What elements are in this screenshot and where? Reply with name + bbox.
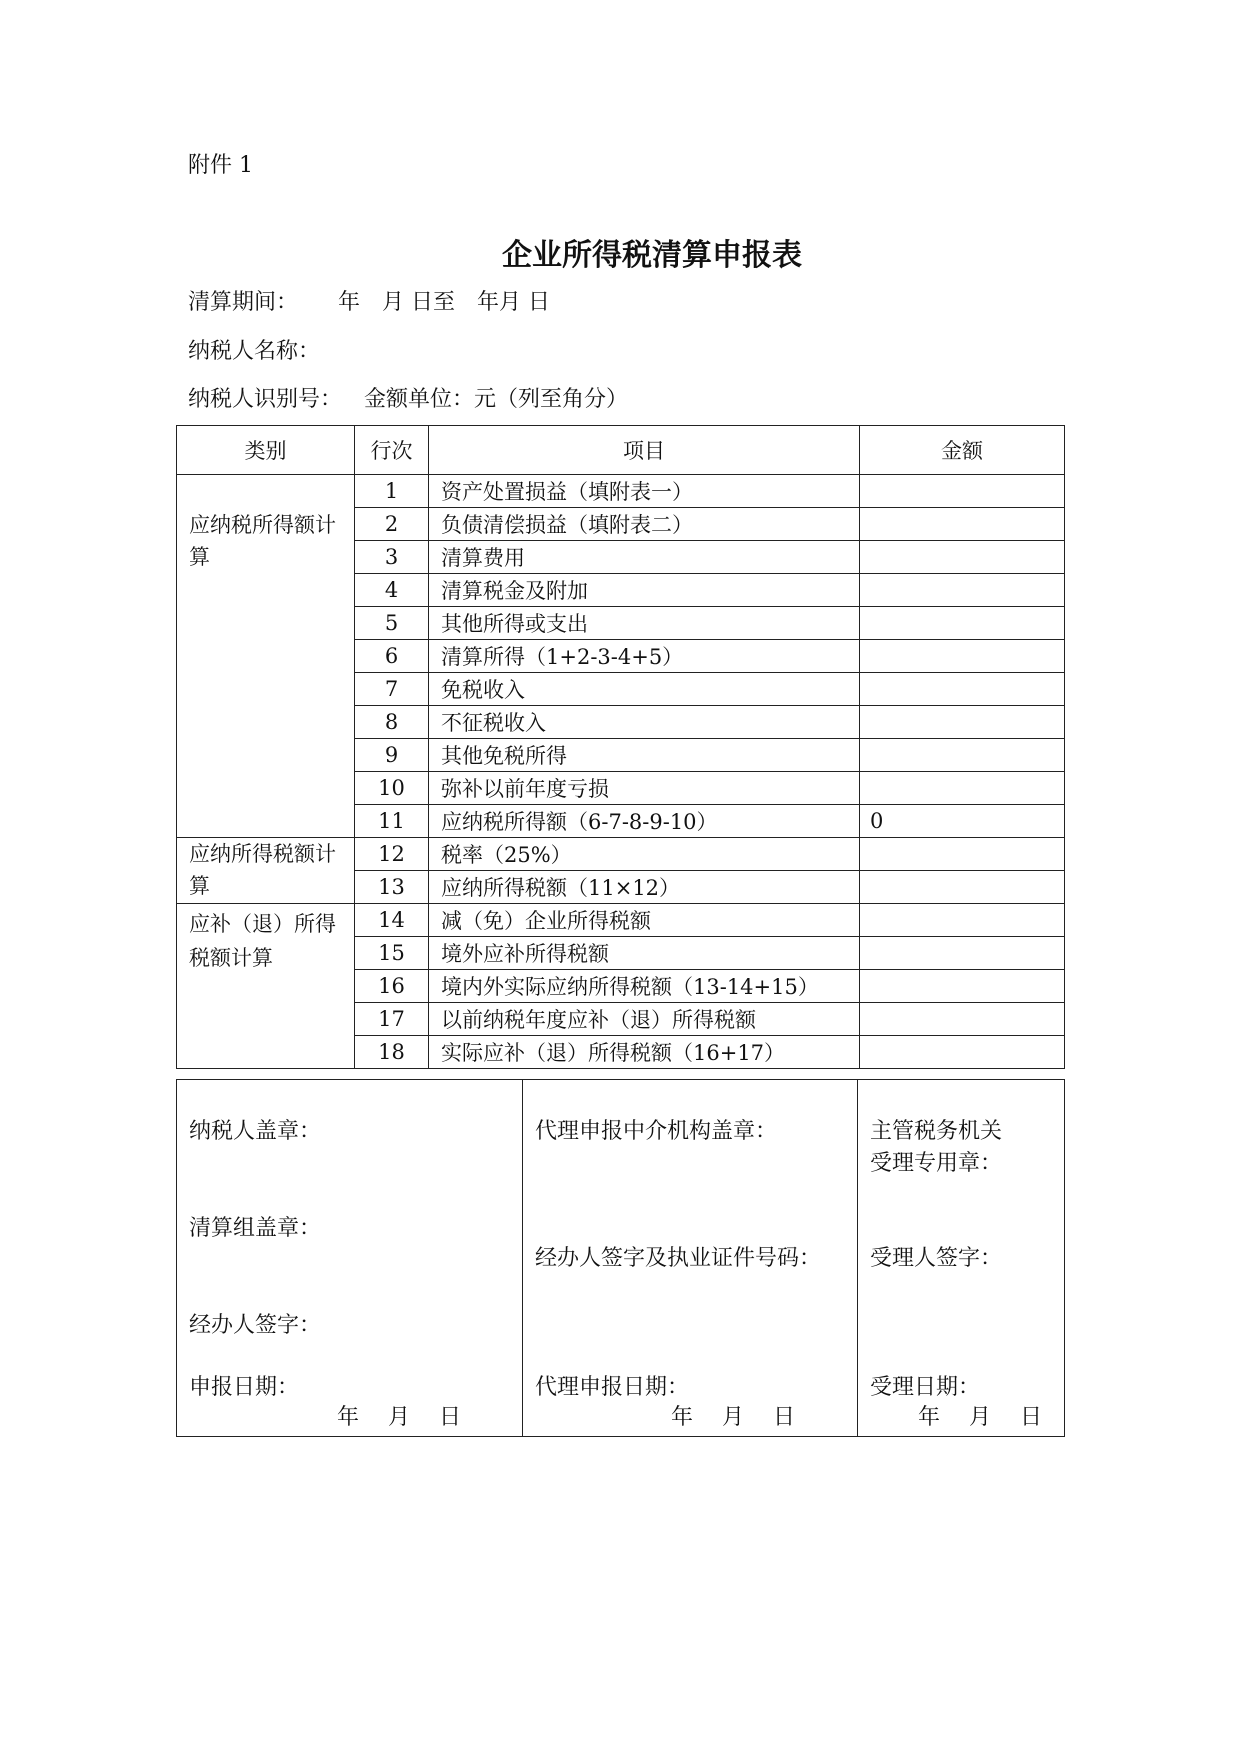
row-amount[interactable] — [860, 904, 1065, 937]
row-number: 16 — [355, 970, 429, 1003]
row-number: 6 — [355, 640, 429, 673]
row-amount[interactable] — [860, 706, 1065, 739]
tax-authority-seal-label: 主管税务机关 — [870, 1119, 1003, 1144]
attachment-label: 附件 1 — [188, 153, 253, 178]
row-item: 境内外实际应纳所得税额（13-14+15） — [429, 970, 860, 1003]
row-amount[interactable] — [860, 607, 1065, 640]
period-label: 清算期间： — [188, 290, 299, 315]
row-item: 其他所得或支出 — [429, 607, 860, 640]
row-amount[interactable]: 0 — [860, 805, 1065, 838]
accept-date-label: 受理日期： — [870, 1375, 981, 1400]
row-item: 清算所得（1+2-3-4+5） — [429, 640, 860, 673]
row-amount[interactable] — [860, 640, 1065, 673]
agency-seal-label: 代理申报中介机构盖章： — [535, 1119, 778, 1144]
row-amount[interactable] — [860, 574, 1065, 607]
row-amount[interactable] — [860, 475, 1065, 508]
declaration-table — [176, 425, 1065, 1069]
tax-authority-cell — [858, 1080, 1065, 1437]
unit-label: 金额单位：元（列至角分） — [364, 387, 629, 412]
period-value: 年 月 日至 年月 日 — [338, 290, 550, 315]
taxpayer-seal-label: 纳税人盖章： — [189, 1119, 322, 1144]
row-number: 8 — [355, 706, 429, 739]
taxpayer-id-label: 纳税人识别号： — [188, 387, 343, 412]
row-item: 应纳所得税额（11×12） — [429, 871, 860, 904]
row-number: 13 — [355, 871, 429, 904]
row-number: 9 — [355, 739, 429, 772]
header-row-no: 行次 — [355, 426, 429, 475]
row-amount[interactable] — [860, 871, 1065, 904]
tax-authority-seal-label-2: 受理专用章： — [870, 1151, 1003, 1176]
row-item: 税率（25%） — [429, 838, 860, 871]
taxpayer-sign-cell — [177, 1080, 523, 1437]
agent-date-format: 年 月 日 — [671, 1405, 795, 1430]
handler-sign-label: 经办人签字： — [189, 1313, 322, 1338]
header-amount: 金额 — [860, 426, 1065, 475]
header-item: 项目 — [429, 426, 860, 475]
row-number: 17 — [355, 1003, 429, 1036]
row-number: 2 — [355, 508, 429, 541]
row-amount[interactable] — [860, 838, 1065, 871]
row-amount[interactable] — [860, 772, 1065, 805]
row-amount[interactable] — [860, 541, 1065, 574]
signature-section — [176, 1079, 1065, 1437]
table-row — [177, 904, 1065, 937]
agency-sign-cell — [523, 1080, 858, 1437]
row-item: 资产处置损益（填附表一） — [429, 475, 860, 508]
filing-date-label: 申报日期： — [189, 1375, 300, 1400]
row-item: 不征税收入 — [429, 706, 860, 739]
filing-date-format: 年 月 日 — [337, 1405, 461, 1430]
agent-date-label: 代理申报日期： — [535, 1375, 690, 1400]
row-number: 10 — [355, 772, 429, 805]
row-item: 免税收入 — [429, 673, 860, 706]
row-number: 5 — [355, 607, 429, 640]
row-number: 4 — [355, 574, 429, 607]
row-item: 减（免）企业所得税额 — [429, 904, 860, 937]
row-number: 7 — [355, 673, 429, 706]
category-cell: 应纳所得税额计算 — [177, 838, 355, 904]
row-number: 11 — [355, 805, 429, 838]
row-number: 12 — [355, 838, 429, 871]
category-cell: 应补（退）所得税额计算 — [177, 904, 355, 1069]
row-item: 清算费用 — [429, 541, 860, 574]
row-item: 其他免税所得 — [429, 739, 860, 772]
table-row — [177, 838, 1065, 871]
row-item: 境外应补所得税额 — [429, 937, 860, 970]
row-amount[interactable] — [860, 937, 1065, 970]
row-item: 清算税金及附加 — [429, 574, 860, 607]
table-header-row — [177, 426, 1065, 475]
row-number: 15 — [355, 937, 429, 970]
agent-sign-label: 经办人签字及执业证件号码： — [535, 1246, 822, 1271]
accept-date-format: 年 月 日 — [918, 1405, 1042, 1430]
row-number: 14 — [355, 904, 429, 937]
liquidation-group-seal-label: 清算组盖章： — [189, 1216, 322, 1241]
row-number: 18 — [355, 1036, 429, 1069]
row-item: 以前纳税年度应补（退）所得税额 — [429, 1003, 860, 1036]
table-row — [177, 475, 1065, 508]
category-cell: 应纳税所得额计算 — [177, 475, 355, 838]
row-amount[interactable] — [860, 508, 1065, 541]
row-amount[interactable] — [860, 1036, 1065, 1069]
row-number: 3 — [355, 541, 429, 574]
row-amount[interactable] — [860, 673, 1065, 706]
header-category: 类别 — [177, 426, 355, 475]
row-amount[interactable] — [860, 1003, 1065, 1036]
row-item: 负债清偿损益（填附表二） — [429, 508, 860, 541]
row-number: 1 — [355, 475, 429, 508]
acceptor-sign-label: 受理人签字： — [870, 1246, 1003, 1271]
row-item: 应纳税所得额（6-7-8-9-10） — [429, 805, 860, 838]
row-amount[interactable] — [860, 739, 1065, 772]
row-item: 弥补以前年度亏损 — [429, 772, 860, 805]
page-title: 企业所得税清算申报表 — [502, 238, 802, 273]
row-amount[interactable] — [860, 970, 1065, 1003]
taxpayer-name-label: 纳税人名称： — [188, 339, 321, 364]
row-item: 实际应补（退）所得税额（16+17） — [429, 1036, 860, 1069]
